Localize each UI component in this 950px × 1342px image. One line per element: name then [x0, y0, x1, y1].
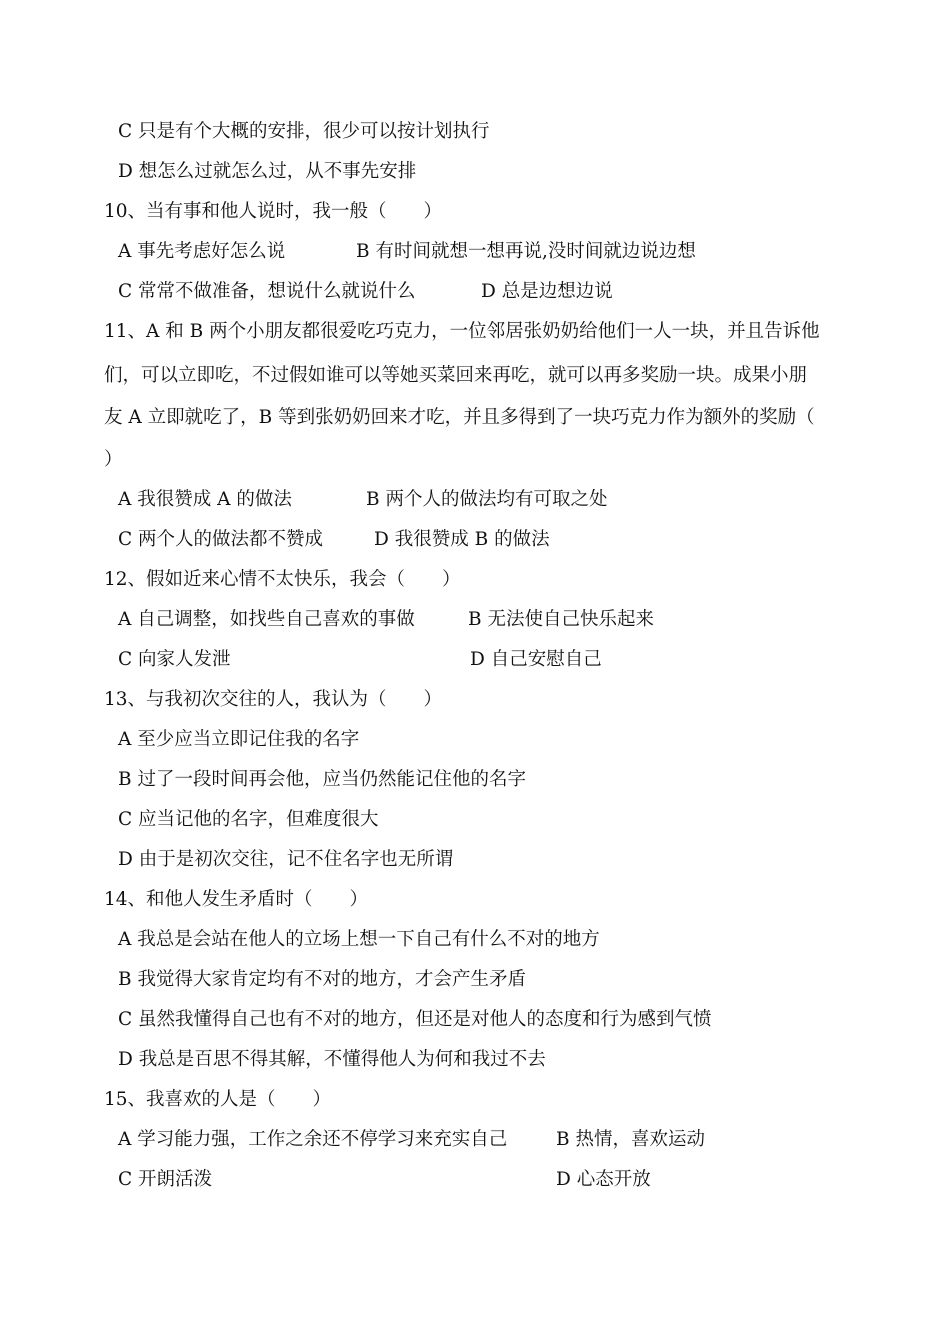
q11-stem-line2: 们，可以立即吃，不过假如谁可以等她买菜回来再吃，就可以再多奖励一块。成果小朋 — [104, 365, 808, 386]
q13-option-c: C 应当记他的名字，但难度很大 — [118, 809, 379, 830]
q12-option-b: B 无法使自己快乐起来 — [468, 609, 654, 630]
q13-option-b: B 过了一段时间再会他，应当仍然能记住他的名字 — [118, 769, 526, 790]
q14-stem: 14、和他人发生矛盾时（ ） — [104, 889, 369, 910]
q11-option-b: B 两个人的做法均有可取之处 — [366, 489, 608, 510]
q12-option-d: D 自己安慰自己 — [470, 649, 602, 670]
q15-option-a: A 学习能力强，工作之余还不停学习来充实自己 — [118, 1129, 508, 1150]
q11-stem-line4: ） — [104, 449, 123, 470]
q10-option-b: B 有时间就想一想再说,没时间就边说边想 — [356, 241, 696, 262]
q13-stem: 13、与我初次交往的人，我认为（ ） — [104, 689, 443, 710]
q9-option-c: C 只是有个大概的安排，很少可以按计划执行 — [118, 121, 490, 142]
q12-option-a: A 自己调整，如找些自己喜欢的事做 — [118, 609, 415, 630]
q15-option-d: D 心态开放 — [556, 1169, 651, 1190]
q9-option-d: D 想怎么过就怎么过，从不事先安排 — [118, 161, 417, 182]
q11-stem-line3: 友 A 立即就吃了，B 等到张奶奶回来才吃，并且多得到了一块巧克力作为额外的奖励（ — [104, 407, 815, 428]
q12-option-c: C 向家人发泄 — [118, 649, 231, 670]
q14-option-d: D 我总是百思不得其解，不懂得他人为何和我过不去 — [118, 1049, 546, 1070]
q14-option-c: C 虽然我懂得自己也有不对的地方，但还是对他人的态度和行为感到气愤 — [118, 1009, 712, 1030]
q15-option-b: B 热情，喜欢运动 — [556, 1129, 705, 1150]
q13-option-a: A 至少应当立即记住我的名字 — [118, 729, 360, 750]
q10-stem: 10、当有事和他人说时，我一般（ ） — [104, 201, 443, 222]
q11-option-c: C 两个人的做法都不赞成 — [118, 529, 324, 550]
q12-stem: 12、假如近来心情不太快乐，我会（ ） — [104, 569, 461, 590]
q11-option-d: D 我很赞成 B 的做法 — [374, 529, 550, 550]
q11-stem-line1: 11、A 和 B 两个小朋友都很爱吃巧克力，一位邻居张奶奶给他们一人一块，并且告诉他 — [104, 321, 820, 342]
q13-option-d: D 由于是初次交往，记不住名字也无所谓 — [118, 849, 454, 870]
q11-option-a: A 我很赞成 A 的做法 — [118, 489, 292, 510]
q14-option-b: B 我觉得大家肯定均有不对的地方，才会产生矛盾 — [118, 969, 526, 990]
q14-option-a: A 我总是会站在他人的立场上想一下自己有什么不对的地方 — [118, 929, 600, 950]
q10-option-a: A 事先考虑好怎么说 — [118, 241, 286, 262]
q15-stem: 15、我喜欢的人是（ ） — [104, 1089, 332, 1110]
q10-option-d: D 总是边想边说 — [481, 281, 613, 302]
q15-option-c: C 开朗活泼 — [118, 1169, 213, 1190]
q10-option-c: C 常常不做准备，想说什么就说什么 — [118, 281, 416, 302]
